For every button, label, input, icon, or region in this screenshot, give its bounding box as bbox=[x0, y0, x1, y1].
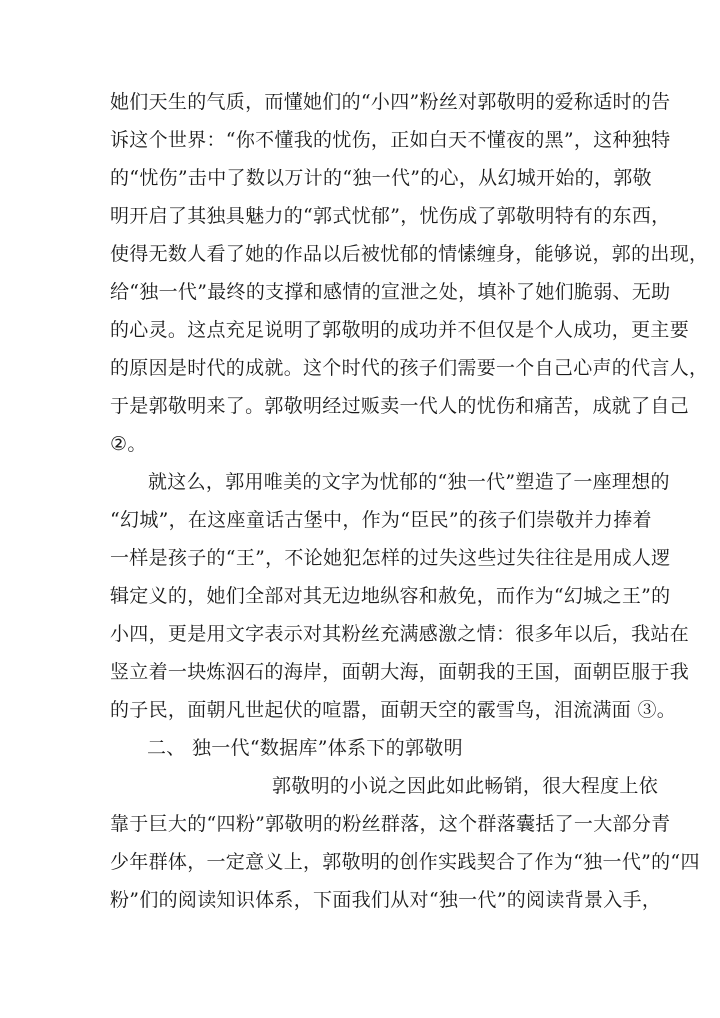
p1-line-5: 使得无数人看了她的作品以后被忧郁的情愫缠身，能够说，郭的出现， bbox=[110, 243, 709, 265]
p1-line-3: 的“忧伤”击中了数以万计的“独一代”的心，从幻城开始的，郭敬 bbox=[110, 167, 652, 189]
p1-line-6: 给“独一代”最终的支撑和感情的宣泄之处，填补了她们脆弱、无助 bbox=[110, 281, 671, 303]
section-heading: 二、 独一代“数据库”体系下的郭敬明 bbox=[147, 737, 463, 759]
p2-line-2: “幻城”，在这座童话古堡中，作为“臣民”的孩子们崇敬并力捧着 bbox=[110, 509, 652, 531]
p3-line-3: 少年群体，一定意义上，郭敬明的创作实践契合了作为“独一代”的“四 bbox=[110, 851, 700, 873]
p3-line-1: 郭敬明的小说之因此如此畅销，很大程度上依 bbox=[272, 775, 659, 797]
p1-line-9: 于是郭敬明来了。郭敬明经过贩卖一代人的忧伤和痛苦，成就了自己 bbox=[110, 395, 690, 417]
p1-line-10: ②。 bbox=[110, 433, 147, 455]
p1-line-2: 诉这个世界：“你不懂我的忧伤，正如白天不懂夜的黑”，这种独特 bbox=[110, 129, 671, 151]
p2-line-4: 辑定义的，她们全部对其无边地纵容和赦免，而作为“幻城之王”的 bbox=[110, 585, 671, 607]
p3-line-2: 靠于巨大的“四粉”郭敬明的粉丝群落，这个群落囊括了一大部分青 bbox=[110, 813, 671, 835]
p2-line-6: 竖立着一块炼泅石的海岸，面朝大海，面朝我的王国，面朝臣服于我 bbox=[110, 661, 690, 683]
p3-line-4: 粉”们的阅读知识体系，下面我们从对“独一代”的阅读背景入手， bbox=[110, 889, 662, 911]
p1-line-8: 的原因是时代的成就。这个时代的孩子们需要一个自己心声的代言人， bbox=[110, 357, 709, 379]
p2-line-3: 一样是孩子的“王”，不论她犯怎样的过失这些过失往往是用成人逻 bbox=[110, 547, 671, 569]
p2-line-5: 小四，更是用文字表示对其粉丝充满感激之情：很多年以后，我站在 bbox=[110, 623, 690, 645]
p1-line-1: 她们天生的气质，而懂她们的“小四”粉丝对郭敬明的爱称适时的告 bbox=[110, 91, 671, 113]
p1-line-7: 的心灵。这点充足说明了郭敬明的成功并不但仅是个人成功，更主要 bbox=[110, 319, 690, 341]
p2-line-1: 就这么，郭用唯美的文字为忧郁的“独一代”塑造了一座理想的 bbox=[148, 471, 670, 493]
p2-line-7: 的子民，面朝凡世起伏的喧嚣，面朝天空的霰雪鸟，泪流满面 ③。 bbox=[110, 699, 677, 721]
p1-line-4: 明开启了其独具魅力的“郭式忧郁”，忧伤成了郭敬明特有的东西， bbox=[110, 205, 671, 227]
